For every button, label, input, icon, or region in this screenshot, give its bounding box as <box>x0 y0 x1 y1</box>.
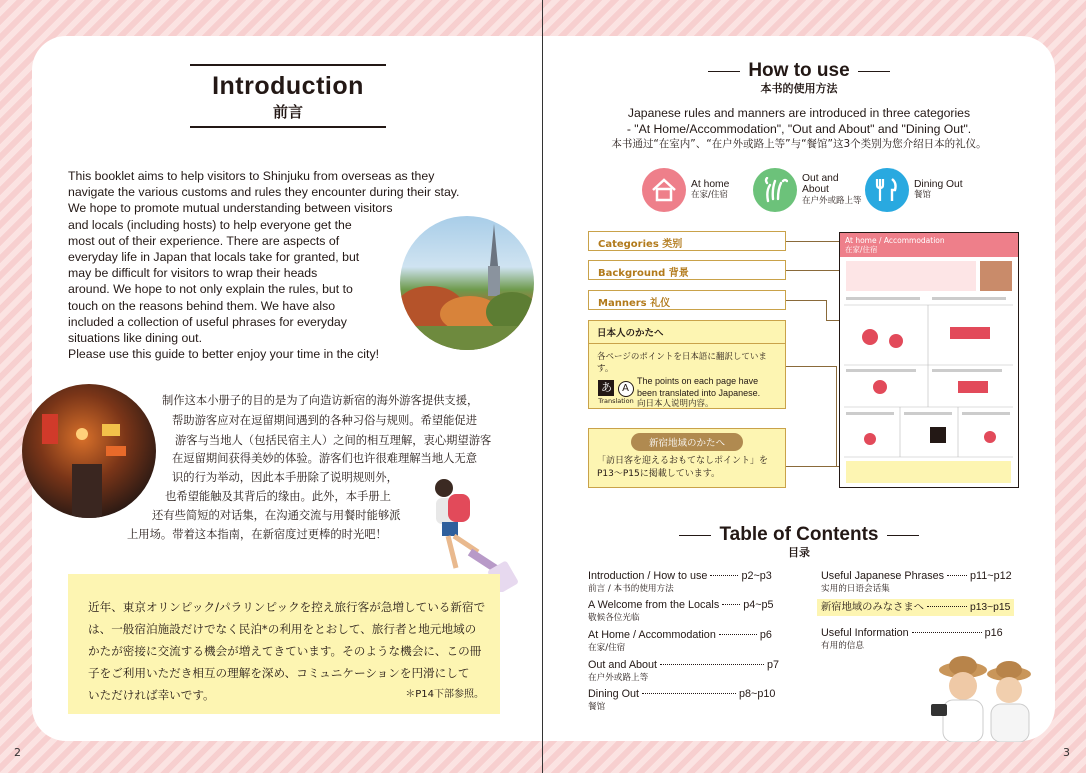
en-line: situations like dining out. <box>68 331 202 346</box>
zh-line: 在逗留期间获得美妙的体验。游客们也许很难理解当地人无意 <box>172 452 478 465</box>
sample-page-body <box>840 257 1017 487</box>
jp-box-title: 日本人のかたへ <box>589 321 785 344</box>
toc-entry-title: 新宿地域のみなさまへ <box>821 602 924 613</box>
tag-zh: 类别 <box>662 239 683 250</box>
tag-manners <box>588 290 786 310</box>
couple-photo <box>927 654 1041 742</box>
howto-intro <box>543 106 1055 152</box>
jp-line: 子をご利用いただき相互の理解を深め、コミュニケーションを円滑にして <box>88 666 470 680</box>
leader-line <box>786 300 826 301</box>
toc-entry-pages: p13~p15 <box>969 602 1011 613</box>
toc-entry-zh: 前言 / 本书的使用方法 <box>588 584 674 594</box>
left-page <box>32 36 542 741</box>
zh-line: 还有些简短的对话集，在沟通交流与用餐时能够派 <box>152 509 401 522</box>
tag-en: Manners <box>598 298 647 309</box>
en-line: This booklet aims to help visitors to Shinjuku from overseas as they <box>68 169 435 183</box>
howto-title-zh: 本书的使用方法 <box>760 83 838 95</box>
toc-entry-title: Useful Japanese Phrases <box>821 570 945 582</box>
toc-entry-pages: p11~p12 <box>970 570 1012 582</box>
toc-entry-zh: 有用的信息 <box>821 641 864 651</box>
glyph-a: あ <box>598 380 614 396</box>
sample-header-en: At home / Accommodation <box>845 236 945 245</box>
leader-line <box>786 466 839 467</box>
toc-entry[interactable] <box>821 570 1012 596</box>
toc-entry-title: At Home / Accommodation <box>588 629 716 641</box>
toc-entry[interactable] <box>588 629 772 655</box>
translation-label: Translation <box>598 397 634 405</box>
toc-entry-title: Useful Information <box>821 627 909 639</box>
tag-categories <box>588 231 786 251</box>
toc-entry-title: A Welcome from the Locals <box>588 599 720 611</box>
tag-en: Background <box>598 268 666 279</box>
category-out-and-about <box>753 168 862 212</box>
en-line: navigate the various customs and rules they encounter during their stay. <box>68 185 460 200</box>
jp-line: 近年、東京オリンピック/パラリンピックを控え旅行客が急増している新宿で <box>88 600 486 614</box>
category-label-zh: 在家/住宿 <box>691 190 728 200</box>
toc-entry-title: Dining Out <box>588 688 640 700</box>
toc-entry-pages: p6 <box>759 629 772 641</box>
tag-zh: 礼仪 <box>650 298 671 309</box>
en-line: around. We hope to not only explain the rules, but to <box>68 282 353 297</box>
japanese-readers-box <box>588 320 786 409</box>
tag-background <box>588 260 786 280</box>
jp-line: は、一般宿泊施設だけでなく民泊*の利用をとおして、旅行者と地元地域の <box>88 622 477 636</box>
howto-line-1: Japanese rules and manners are introduced in three categories <box>627 106 971 120</box>
leader-line <box>786 366 836 367</box>
sample-page-thumbnail <box>839 232 1019 488</box>
shinjuku-box-title: 新宿地域のかたへ <box>631 433 743 451</box>
zh-line: 上用场。带着这本指南，在新宿度过更棒的时光吧！ <box>127 528 387 541</box>
jp-box-en-1: The points on each page have <box>637 376 759 386</box>
category-dining-out <box>865 168 963 212</box>
zh-line: 也希望能触及其背后的缘由。此外，本手册上 <box>165 490 391 503</box>
toc-title-zh: 目录 <box>788 547 810 559</box>
japanese-message-box <box>68 574 500 714</box>
alley-photo <box>22 384 156 518</box>
jp-line: いただければ幸いです。 <box>88 688 215 702</box>
utensils-icon <box>865 168 909 212</box>
en-line: may be difficult for visitors to wrap their heads <box>68 266 318 281</box>
jp-box-en-2: been translated into Japanese. <box>637 387 761 398</box>
toc-entry[interactable] <box>588 688 775 714</box>
howto-heading <box>543 60 1055 96</box>
page-number-right: 3 <box>1063 746 1070 759</box>
toc-entry[interactable] <box>588 570 772 596</box>
en-line: everyday life in Japan that locals take for granted, but <box>68 250 360 265</box>
toc-entry[interactable] <box>821 627 1003 653</box>
toc-entry-zh: 实用的日语会话集 <box>821 584 890 594</box>
shinjuku-box-line: P13〜P15に掲載しています。 <box>597 469 721 479</box>
leader-line <box>836 366 837 466</box>
tag-en: Categories <box>598 239 659 250</box>
category-label-en: Out and <box>802 172 839 184</box>
glyph-b: A <box>618 381 634 397</box>
category-label-en: At home <box>691 178 730 190</box>
hand-waving-icon <box>753 168 797 212</box>
jp-box-line: 各ページのポイントを日本語に翻訳しています。 <box>597 352 767 374</box>
sample-header-zh: 在家/住宿 <box>845 245 878 254</box>
toc-entry-zh: 敬候各位光临 <box>588 613 640 623</box>
howto-title-en: How to use <box>748 60 850 81</box>
toc-heading <box>543 524 1055 560</box>
en-line: included a collection of useful phrases for everyday <box>68 314 347 329</box>
howto-line-2: - "At Home/Accommodation", "Out and About" and "Dining Out". <box>626 121 972 136</box>
intro-heading <box>190 64 386 128</box>
toc-entry[interactable] <box>588 659 779 685</box>
leader-line <box>786 270 839 271</box>
en-line: most out of their experience. There are aspects of <box>68 233 340 248</box>
toc-entry-pages: p16 <box>984 627 1003 639</box>
zh-line: 制作这本小册子的目的是为了向造访新宿的海外游客提供支援， <box>162 394 479 407</box>
zh-line: 游客与当地人（包括民宿主人）之间的相互理解，衷心期望游客 <box>175 434 492 447</box>
translation-icon <box>595 376 637 411</box>
toc-entry-zh: 在家/住宿 <box>588 643 626 653</box>
toc-entry-zh: 餐馆 <box>588 702 606 712</box>
shinjuku-locals-box <box>588 428 786 488</box>
leader-line <box>786 241 839 242</box>
zh-line: 帮助游客应对在逗留期间遇到的各种习俗与规则。希望能促进 <box>172 414 478 427</box>
house-icon <box>642 168 686 212</box>
right-page <box>543 36 1055 741</box>
page-number-left: 2 <box>14 746 21 759</box>
toc-entry-title: Introduction / How to use <box>588 570 708 582</box>
toc-entry-pages: p2~p3 <box>741 570 772 582</box>
en-line: Please use this guide to better enjoy your time in the city! <box>68 347 380 362</box>
category-label-en: About <box>802 184 829 196</box>
jp-footnote: ＊P14下部参照。 <box>405 689 484 700</box>
jp-box-zh: 向日本人说明内容。 <box>637 399 714 409</box>
toc-entry-pages: p8~p10 <box>739 688 776 700</box>
category-label-zh: 餐馆 <box>914 190 932 200</box>
intro-title-en: Introduction <box>212 72 364 100</box>
toc-title-en: Table of Contents <box>719 524 879 545</box>
jp-line: かたが密接に交流する機会が増えてきています。そのような機会に、この冊 <box>88 644 482 658</box>
toc-entry-pages: p4~p5 <box>743 599 774 611</box>
toc-entry[interactable] <box>588 599 774 625</box>
intro-title-zh: 前言 <box>272 103 303 121</box>
toc-entry-highlighted[interactable] <box>817 599 1014 616</box>
en-line: touch on the reasons behind them. We have also <box>68 298 336 313</box>
tag-zh: 背景 <box>668 268 689 279</box>
toc-entry-pages: p7 <box>767 659 780 671</box>
en-line: and locals (including hosts) to help everyone get the <box>68 217 352 232</box>
category-label-en: Dining Out <box>914 178 963 190</box>
category-at-home <box>642 168 729 212</box>
toc-entry-title: Out and About <box>588 659 658 671</box>
en-line: We hope to promote mutual understanding between visitors <box>68 201 393 216</box>
leader-line <box>826 320 839 321</box>
sample-page-header <box>840 233 1018 257</box>
howto-line-zh: 本书通过“在室内”、“在户外或路上等”与“餐馆”这3个类别为您介绍日本的礼仪。 <box>611 138 987 150</box>
shinjuku-box-line: 「訪日客を迎えるおもてなしポイント」を <box>597 456 769 466</box>
category-label-zh: 在户外或路上等 <box>802 195 862 206</box>
leader-line <box>826 300 827 320</box>
park-photo <box>400 216 534 350</box>
toc-entry-zh: 在户外或路上等 <box>588 673 649 683</box>
zh-line: 识的行为举动，因此本手册除了说明规则外， <box>172 471 398 484</box>
